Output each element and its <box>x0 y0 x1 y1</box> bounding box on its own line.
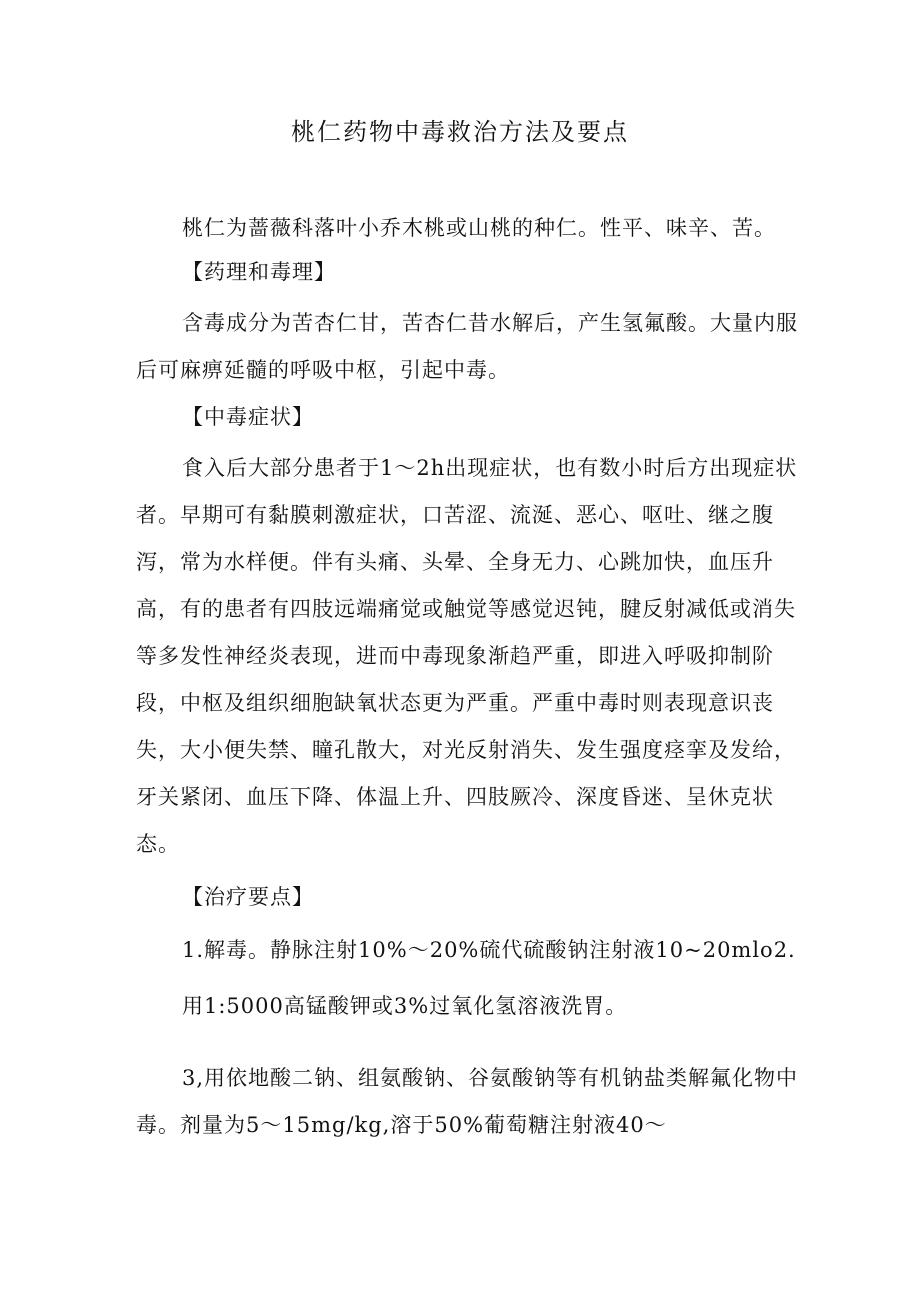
pharmacology-paragraph: 含毒成分为苦杏仁甘，苦杏仁昔水解后，产生氢氟酸。大量内服后可麻痹延髓的呼吸中枢，引起中毒。 <box>136 311 798 382</box>
section-heading-treatment: 【治疗要点】 <box>182 885 314 909</box>
treatment-item-2: 用1:5000高锰酸钾或3%过氧化氢溶液洗胃。 <box>182 994 628 1018</box>
document-title: 桃仁药物中毒救治方法及要点 <box>291 118 629 146</box>
section-heading-pharmacology: 【药理和毒理】 <box>182 260 336 284</box>
treatment-item-1: 1.解毒。静脉注射10%～20%硫代硫酸钠注射液10~20mlo2. <box>182 938 796 962</box>
section-heading-symptoms: 【中毒症状】 <box>182 405 314 429</box>
treatment-item-3: 3,用依地酸二钠、组氨酸钠、谷氨酸钠等有机钠盐类解氟化物中毒。剂量为5～15mg/kg,溶于50%葡萄糖注射液40～ <box>136 1066 799 1137</box>
symptoms-paragraph: 食入后大部分患者于1～2h出现症状，也有数小时后方出现症状者。早期可有黏膜刺激症状，口苦涩、流涎、恶心、呕吐、继之腹泻，常为水样便。伴有头痛、头晕、全身无力、心跳加快，血压升高，有的患者有四肢远端痛觉或触觉等感觉迟钝，腱反射减低或消失等多发性神经炎表现，进而中毒现象渐趋严重，即进入呼吸抑制阶段，中枢及组织细胞缺氧状态更为严重。严重中毒时则表现意识丧失，大小便失禁、瞳孔散大，对光反射消失、发生强度痉挛及发给，牙关紧闭、血压下降、体温上升、四肢厥冷、深度昏迷、呈休克状态。 <box>136 456 798 856</box>
intro-paragraph: 桃仁为蔷薇科落叶小乔木桃或山桃的种仁。性平、味辛、苦。 <box>182 216 776 240</box>
